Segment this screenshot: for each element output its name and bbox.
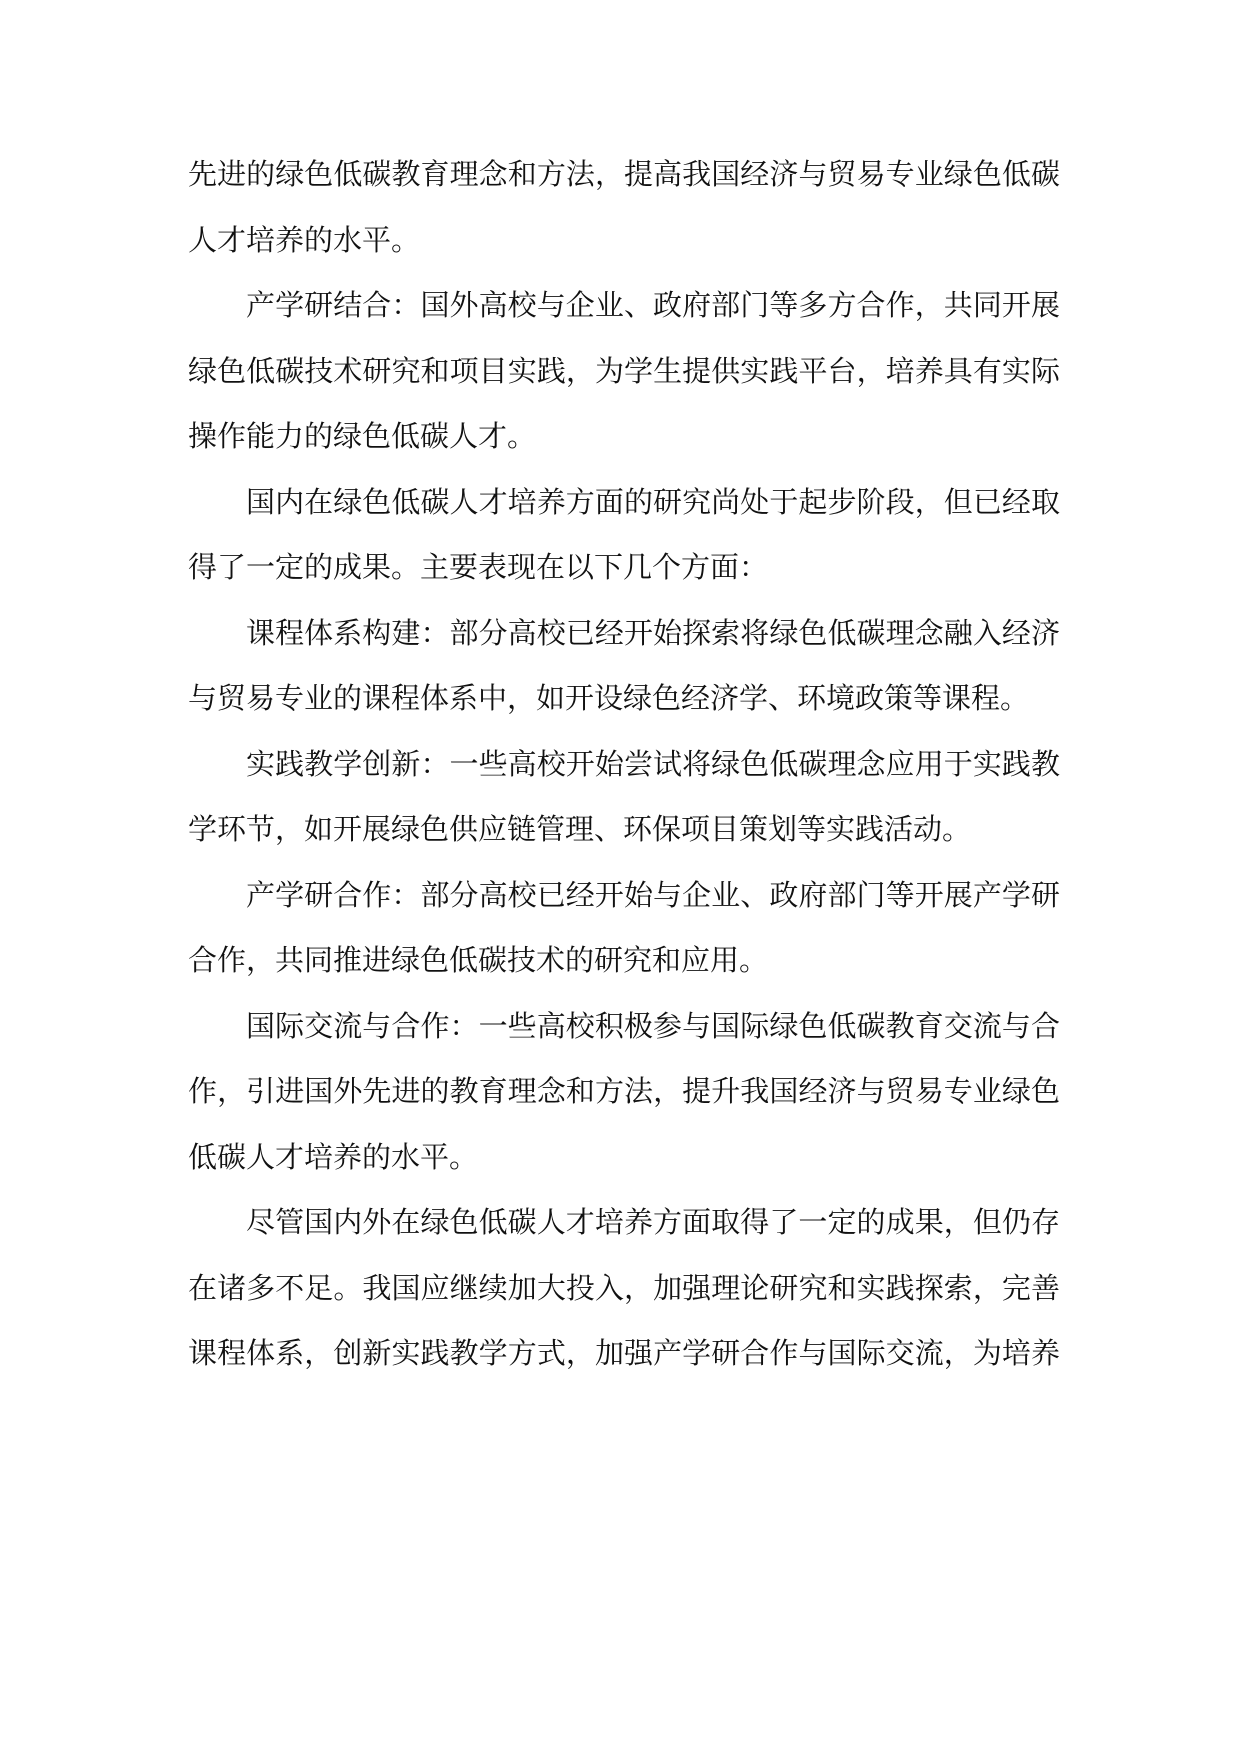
text-line: 操作能力的绿色低碳人才。	[188, 419, 537, 453]
text-line: 先进的绿色低碳教育理念和方法，提高我国经济与贸易专业绿色低碳	[188, 157, 1060, 191]
text-line: 国际交流与合作：一些高校积极参与国际绿色低碳教育交流与合	[246, 1008, 1060, 1043]
text-line: 实践教学创新：一些高校开始尝试将绿色低碳理念应用于实践教	[246, 746, 1060, 781]
text-line: 国内在绿色低碳人才培养方面的研究尚处于起步阶段，但已经取	[246, 484, 1060, 519]
text-line: 合作，共同推进绿色低碳技术的研究和应用。	[188, 943, 769, 977]
text-line: 课程体系构建：部分高校已经开始探索将绿色低碳理念融入经济	[246, 615, 1060, 650]
text-line: 学环节，如开展绿色供应链管理、环保项目策划等实践活动。	[188, 812, 972, 846]
text-line: 产学研结合：国外高校与企业、政府部门等多方合作，共同开展	[246, 288, 1060, 322]
text-line: 绿色低碳技术研究和项目实践，为学生提供实践平台，培养具有实际	[188, 353, 1060, 388]
text-line: 得了一定的成果。主要表现在以下几个方面：	[188, 550, 769, 584]
text-line: 在诸多不足。我国应继续加大投入，加强理论研究和实践探索，完善	[188, 1270, 1060, 1305]
text-line: 课程体系，创新实践教学方式，加强产学研合作与国际交流，为培养	[188, 1336, 1060, 1370]
text-line: 与贸易专业的课程体系中，如开设绿色经济学、环境政策等课程。	[188, 681, 1030, 715]
text-line: 作，引进国外先进的教育理念和方法，提升我国经济与贸易专业绿色	[188, 1074, 1060, 1108]
text-line: 低碳人才培养的水平。	[188, 1139, 479, 1174]
text-line: 产学研合作：部分高校已经开始与企业、政府部门等开展产学研	[246, 877, 1060, 912]
body-text	[188, 142, 1060, 1387]
text-line: 人才培养的水平。	[188, 222, 421, 257]
text-line: 尽管国内外在绿色低碳人才培养方面取得了一定的成果，但仍存	[246, 1205, 1060, 1239]
